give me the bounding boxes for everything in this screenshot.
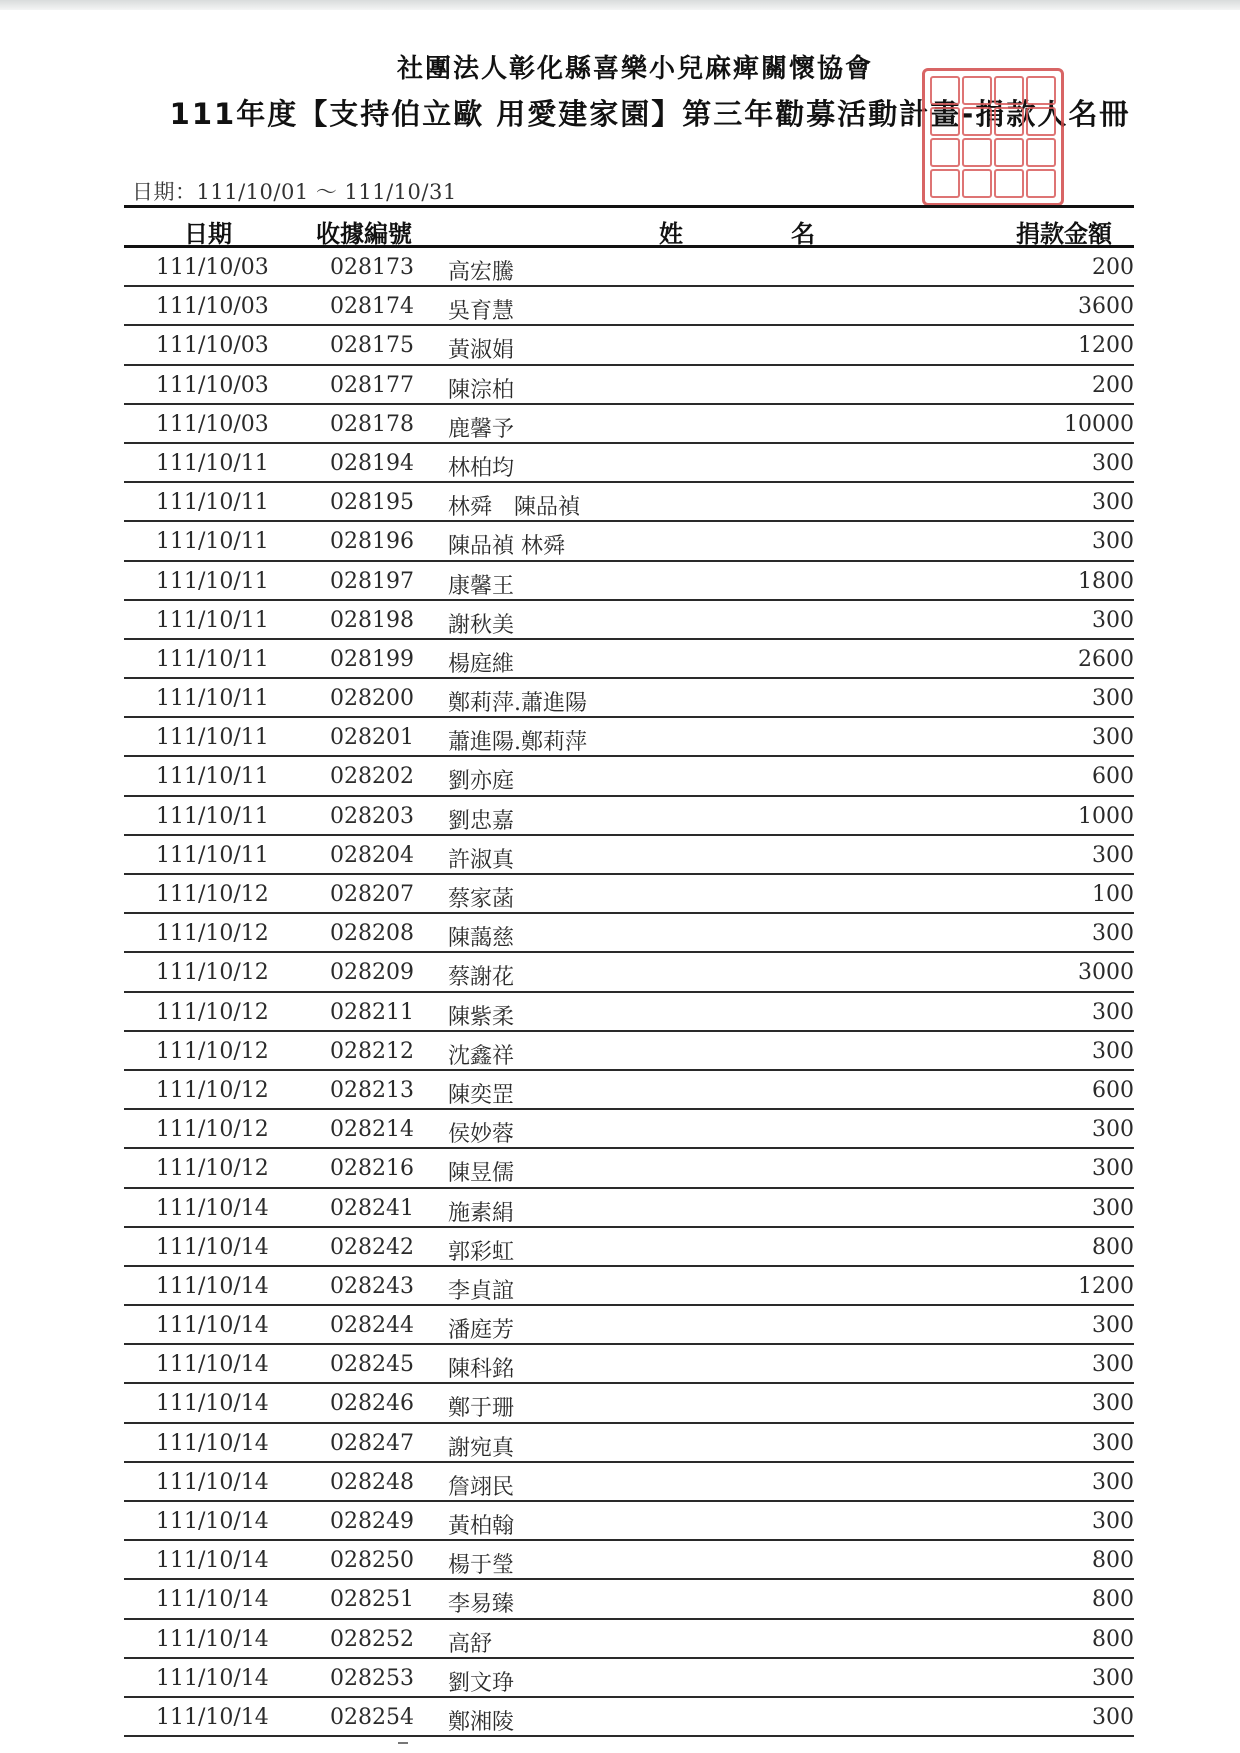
row-donor-name: 林柏均 bbox=[448, 455, 515, 481]
row-receipt-number: 028173 bbox=[330, 255, 414, 280]
row-amount: 300 bbox=[1092, 921, 1134, 947]
date-range: 日期：111/10/01 ～ 111/10/31 bbox=[132, 180, 457, 204]
row-donor-name: 陳紫柔 bbox=[448, 1004, 515, 1030]
row-donor-name: 蔡謝花 bbox=[448, 965, 515, 991]
row-date: 111/10/03 bbox=[156, 294, 269, 320]
row-amount: 300 bbox=[1092, 686, 1134, 712]
row-date: 111/10/12 bbox=[156, 1117, 269, 1143]
row-amount: 300 bbox=[1092, 450, 1134, 476]
header-receipt-number: 收據編號 bbox=[316, 220, 412, 248]
table-row bbox=[124, 248, 1134, 287]
row-receipt-number: 028248 bbox=[330, 1469, 414, 1495]
row-donor-name: 謝秋美 bbox=[448, 612, 515, 638]
table-row bbox=[124, 405, 1134, 444]
row-receipt-number: 028246 bbox=[330, 1391, 414, 1417]
header-name: 姓 名 bbox=[659, 220, 857, 248]
row-receipt-number: 028245 bbox=[330, 1352, 414, 1378]
row-amount: 300 bbox=[1092, 1352, 1134, 1378]
row-amount: 200 bbox=[1092, 372, 1134, 398]
row-amount: 300 bbox=[1092, 999, 1134, 1025]
row-date: 111/10/11 bbox=[156, 646, 269, 672]
row-donor-name: 李貞誼 bbox=[448, 1278, 515, 1304]
row-donor-name: 郭彩虹 bbox=[448, 1239, 515, 1265]
table-row bbox=[124, 1580, 1134, 1619]
row-donor-name: 劉亦庭 bbox=[448, 769, 515, 795]
row-date: 111/10/14 bbox=[156, 1548, 269, 1574]
row-receipt-number: 028197 bbox=[330, 568, 414, 594]
row-receipt-number: 028213 bbox=[330, 1077, 414, 1103]
row-amount: 300 bbox=[1092, 1156, 1134, 1182]
row-receipt-number: 028195 bbox=[330, 490, 414, 516]
row-receipt-number: 028243 bbox=[330, 1273, 414, 1299]
row-date: 111/10/12 bbox=[156, 960, 269, 986]
row-receipt-number: 028254 bbox=[330, 1704, 414, 1730]
row-date: 111/10/14 bbox=[156, 1352, 269, 1378]
row-receipt-number: 028242 bbox=[330, 1234, 414, 1260]
row-receipt-number: 028194 bbox=[330, 450, 414, 476]
row-donor-name: 陳品禎 林舜 bbox=[448, 534, 565, 560]
row-date: 111/10/14 bbox=[156, 1234, 269, 1260]
row-date: 111/10/12 bbox=[156, 1077, 269, 1103]
row-donor-name: 陳藹慈 bbox=[448, 926, 515, 952]
row-donor-name: 吳育慧 bbox=[448, 299, 515, 325]
row-donor-name: 蕭進陽.鄭莉萍 bbox=[448, 730, 587, 756]
document-title: 111年度【支持伯立歐 用愛建家園】第三年勸募活動計畫-捐款人名冊 bbox=[169, 97, 1131, 131]
row-receipt-number: 028202 bbox=[330, 764, 414, 790]
table-row bbox=[124, 718, 1134, 757]
row-receipt-number: 028244 bbox=[330, 1313, 414, 1339]
table-row bbox=[124, 601, 1134, 640]
row-amount: 300 bbox=[1092, 842, 1134, 868]
table-header bbox=[124, 208, 1134, 248]
row-receipt-number: 028198 bbox=[330, 607, 414, 633]
row-donor-name: 楊于瑩 bbox=[448, 1553, 515, 1579]
row-receipt-number: 028241 bbox=[330, 1195, 414, 1221]
row-donor-name: 高宏騰 bbox=[448, 260, 515, 285]
row-receipt-number: 028249 bbox=[330, 1509, 414, 1534]
row-amount: 300 bbox=[1092, 1509, 1134, 1534]
row-amount: 800 bbox=[1092, 1587, 1134, 1613]
row-donor-name: 施素絹 bbox=[448, 1200, 515, 1226]
header-date: 日期 bbox=[184, 220, 232, 248]
row-receipt-number: 028209 bbox=[330, 960, 414, 986]
row-donor-name: 陳昱儒 bbox=[448, 1161, 515, 1187]
row-donor-name: 蔡家菡 bbox=[448, 887, 515, 912]
row-donor-name: 侯妙蓉 bbox=[448, 1122, 515, 1148]
table-row bbox=[124, 797, 1134, 836]
row-donor-name: 鹿馨予 bbox=[448, 416, 515, 442]
row-amount: 300 bbox=[1092, 1038, 1134, 1064]
row-date: 111/10/12 bbox=[156, 1038, 269, 1064]
row-amount: 800 bbox=[1092, 1626, 1134, 1652]
table-row bbox=[124, 875, 1134, 914]
row-receipt-number: 028208 bbox=[330, 921, 414, 947]
row-amount: 200 bbox=[1092, 255, 1134, 280]
row-amount: 800 bbox=[1092, 1234, 1134, 1260]
row-date: 111/10/11 bbox=[156, 725, 269, 751]
row-receipt-number: 028211 bbox=[330, 999, 414, 1025]
row-donor-name: 康馨王 bbox=[448, 573, 515, 599]
table-row bbox=[124, 483, 1134, 522]
row-date: 111/10/11 bbox=[156, 529, 269, 555]
row-date: 111/10/14 bbox=[156, 1469, 269, 1495]
scan-edge bbox=[0, 0, 1240, 10]
table-row bbox=[124, 1228, 1134, 1267]
row-date: 111/10/11 bbox=[156, 842, 269, 868]
row-amount: 10000 bbox=[1064, 411, 1134, 437]
table-row bbox=[124, 444, 1134, 483]
row-donor-name: 詹翊民 bbox=[448, 1474, 515, 1500]
organization-title: 社團法人彰化縣喜樂小兒麻痺關懷協會 bbox=[396, 54, 873, 84]
row-date: 111/10/11 bbox=[156, 450, 269, 476]
table-row bbox=[124, 1149, 1134, 1188]
row-date: 111/10/14 bbox=[156, 1195, 269, 1221]
table-row bbox=[124, 366, 1134, 405]
table-row bbox=[124, 1659, 1134, 1698]
row-donor-name: 高舒 bbox=[448, 1631, 493, 1657]
table-row bbox=[124, 522, 1134, 561]
donor-table-body bbox=[124, 248, 1134, 1737]
page-mark bbox=[398, 1742, 408, 1744]
table-row bbox=[124, 1345, 1134, 1384]
row-receipt-number: 028174 bbox=[330, 294, 414, 320]
row-receipt-number: 028207 bbox=[330, 882, 414, 907]
row-amount: 300 bbox=[1092, 1117, 1134, 1143]
row-donor-name: 楊庭維 bbox=[448, 651, 515, 677]
row-amount: 1200 bbox=[1078, 1273, 1134, 1299]
row-date: 111/10/11 bbox=[156, 764, 269, 790]
row-amount: 2600 bbox=[1078, 646, 1134, 672]
row-receipt-number: 028196 bbox=[330, 529, 414, 555]
row-amount: 100 bbox=[1092, 882, 1134, 907]
table-row bbox=[124, 1541, 1134, 1580]
table-row bbox=[124, 1267, 1134, 1306]
row-amount: 300 bbox=[1092, 1391, 1134, 1417]
row-amount: 300 bbox=[1092, 1313, 1134, 1339]
row-amount: 3000 bbox=[1078, 960, 1134, 986]
row-donor-name: 鄭莉萍.蕭進陽 bbox=[448, 691, 587, 717]
table-row bbox=[124, 640, 1134, 679]
row-receipt-number: 028250 bbox=[330, 1548, 414, 1574]
row-receipt-number: 028177 bbox=[330, 372, 414, 398]
row-amount: 300 bbox=[1092, 725, 1134, 751]
row-donor-name: 陳科銘 bbox=[448, 1357, 515, 1383]
row-amount: 600 bbox=[1092, 1077, 1134, 1103]
table-row bbox=[124, 836, 1134, 875]
table-row bbox=[124, 1698, 1134, 1737]
table-row bbox=[124, 562, 1134, 601]
row-date: 111/10/11 bbox=[156, 490, 269, 516]
row-receipt-number: 028253 bbox=[330, 1665, 414, 1691]
row-receipt-number: 028212 bbox=[330, 1038, 414, 1064]
table-row bbox=[124, 1463, 1134, 1502]
row-receipt-number: 028199 bbox=[330, 646, 414, 672]
row-donor-name: 潘庭芳 bbox=[448, 1318, 515, 1344]
row-receipt-number: 028178 bbox=[330, 411, 414, 437]
row-donor-name: 鄭于珊 bbox=[448, 1396, 515, 1422]
row-amount: 800 bbox=[1092, 1548, 1134, 1574]
row-date: 111/10/14 bbox=[156, 1430, 269, 1456]
row-receipt-number: 028200 bbox=[330, 686, 414, 712]
row-amount: 300 bbox=[1092, 1469, 1134, 1495]
table-row bbox=[124, 1071, 1134, 1110]
table-row bbox=[124, 1306, 1134, 1345]
row-date: 111/10/12 bbox=[156, 882, 269, 907]
row-date: 111/10/03 bbox=[156, 372, 269, 398]
row-receipt-number: 028252 bbox=[330, 1626, 414, 1652]
row-receipt-number: 028203 bbox=[330, 803, 414, 829]
table-row bbox=[124, 953, 1134, 992]
table-row bbox=[124, 326, 1134, 365]
row-receipt-number: 028204 bbox=[330, 842, 414, 868]
row-donor-name: 劉忠嘉 bbox=[448, 808, 515, 834]
row-date: 111/10/11 bbox=[156, 568, 269, 594]
table-row bbox=[124, 1189, 1134, 1228]
row-donor-name: 陳淙柏 bbox=[448, 377, 515, 403]
table-row bbox=[124, 1032, 1134, 1071]
row-amount: 300 bbox=[1092, 1430, 1134, 1456]
row-amount: 3600 bbox=[1078, 294, 1134, 320]
table-row bbox=[124, 914, 1134, 953]
table-row bbox=[124, 1384, 1134, 1423]
table-row bbox=[124, 1502, 1134, 1541]
row-donor-name: 李易臻 bbox=[448, 1592, 515, 1618]
table-row bbox=[124, 993, 1134, 1032]
row-date: 111/10/12 bbox=[156, 1156, 269, 1182]
row-date: 111/10/03 bbox=[156, 333, 269, 359]
row-receipt-number: 028247 bbox=[330, 1430, 414, 1456]
table-row bbox=[124, 1620, 1134, 1659]
row-date: 111/10/14 bbox=[156, 1273, 269, 1299]
row-date: 111/10/14 bbox=[156, 1665, 269, 1691]
row-date: 111/10/12 bbox=[156, 921, 269, 947]
row-donor-name: 黃淑娟 bbox=[448, 338, 515, 364]
row-date: 111/10/12 bbox=[156, 999, 269, 1025]
row-date: 111/10/03 bbox=[156, 255, 269, 280]
row-donor-name: 劉文琤 bbox=[448, 1670, 515, 1696]
table-row bbox=[124, 757, 1134, 796]
row-donor-name: 鄭湘陵 bbox=[448, 1709, 515, 1735]
row-amount: 1000 bbox=[1078, 803, 1134, 829]
table-row bbox=[124, 679, 1134, 718]
row-amount: 300 bbox=[1092, 529, 1134, 555]
row-donor-name: 陳奕罡 bbox=[448, 1082, 515, 1108]
row-date: 111/10/14 bbox=[156, 1391, 269, 1417]
row-receipt-number: 028201 bbox=[330, 725, 414, 751]
row-donor-name: 林舜 陳品禎 bbox=[448, 495, 581, 521]
table-row bbox=[124, 1110, 1134, 1149]
row-receipt-number: 028175 bbox=[330, 333, 414, 359]
header-amount: 捐款金額 bbox=[1016, 220, 1112, 248]
row-amount: 1200 bbox=[1078, 333, 1134, 359]
row-donor-name: 謝宛真 bbox=[448, 1435, 515, 1461]
row-date: 111/10/14 bbox=[156, 1313, 269, 1339]
row-date: 111/10/14 bbox=[156, 1626, 269, 1652]
row-date: 111/10/11 bbox=[156, 803, 269, 829]
row-amount: 1800 bbox=[1078, 568, 1134, 594]
row-amount: 300 bbox=[1092, 1195, 1134, 1221]
row-amount: 300 bbox=[1092, 1665, 1134, 1691]
row-date: 111/10/11 bbox=[156, 607, 269, 633]
row-amount: 300 bbox=[1092, 490, 1134, 516]
row-date: 111/10/14 bbox=[156, 1704, 269, 1730]
row-date: 111/10/14 bbox=[156, 1587, 269, 1613]
row-donor-name: 黃柏翰 bbox=[448, 1514, 515, 1539]
row-date: 111/10/14 bbox=[156, 1509, 269, 1534]
row-amount: 300 bbox=[1092, 1704, 1134, 1730]
row-amount: 300 bbox=[1092, 607, 1134, 633]
row-date: 111/10/03 bbox=[156, 411, 269, 437]
row-receipt-number: 028251 bbox=[330, 1587, 414, 1613]
row-amount: 600 bbox=[1092, 764, 1134, 790]
row-donor-name: 許淑真 bbox=[448, 847, 515, 873]
table-row bbox=[124, 1424, 1134, 1463]
table-row bbox=[124, 287, 1134, 326]
row-date: 111/10/11 bbox=[156, 686, 269, 712]
row-receipt-number: 028216 bbox=[330, 1156, 414, 1182]
row-donor-name: 沈鑫祥 bbox=[448, 1043, 515, 1069]
row-receipt-number: 028214 bbox=[330, 1117, 414, 1143]
organization-seal-stamp bbox=[922, 68, 1064, 206]
